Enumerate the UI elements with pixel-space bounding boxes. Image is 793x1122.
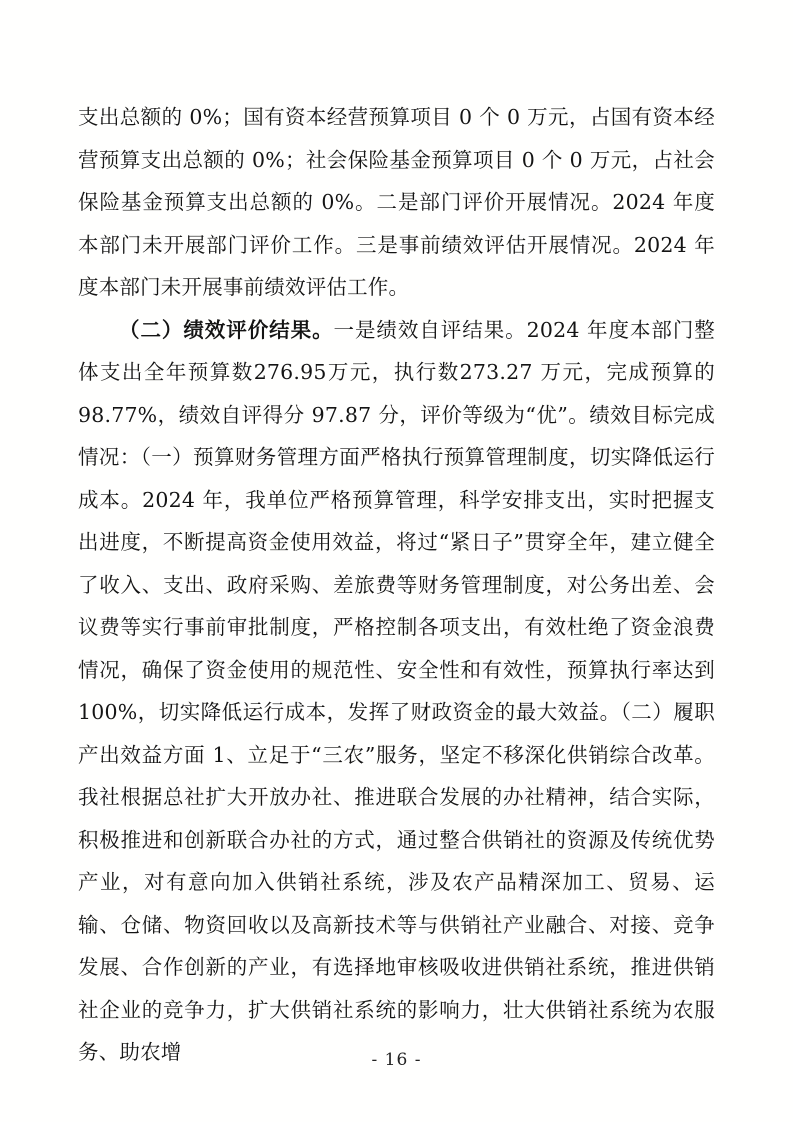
paragraph-1: 支出总额的 0%；国有资本经营预算项目 0 个 0 万元，占国有资本经营预算支出总额的 0%；社会保险基金预算项目 0 个 0 万元，占社会保险基金预算支出总额的 0%。二是部门评价开展情况。2024 年度本部门未开展部门评价工作。三是事前绩效评估开展情况。2024 年度本部门未开展事前绩效评估工作。 bbox=[78, 105, 715, 299]
page-number: - 16 - bbox=[371, 1050, 422, 1070]
paragraph-2-text: 一是绩效自评结果。2024 年度本部门整体支出全年预算数276.95万元，执行数273.27 万元，完成预算的98.77%，绩效自评得分 97.87 分，评价等级为“优”。绩效目标完成情况：（一）预算财务管理方面严格执行预算管理制度，切实降低运行成本。2024 年，我单位严格预算管理，科学安排支出，实时把握支出进度，不断提高资金使用效益，将过“紧日子”贯穿全年，建立健全了收入、支出、政府采购、差旅费等财务管理制度，对公务出差、会议费等实行事前审批制度，严格控制各项支出，有效杜绝了资金浪费情况，确保了资金使用的规范性、安全性和有效性，预算执行率达到 100%，切实降低运行成本，发挥了财政资金的最大效益。（二）履职产出效益方面 1、立足于“三农”服务，坚定不移深化供销综合改革。我社根据总社扩大开放办社、推进联合发展的办社精神，结合实际，积极推进和创新联合办社的方式，通过整合供销社的资源及传统优势产业，对有意向加入供销社系统，涉及农产品精深加工、贸易、运输、仓储、物资回收以及高新技术等与供销社产业融合、对接、竞争发展、合作创新的产业，有选择地审核吸收进供销社系统，推进供销社企业的竞争力，扩大供销社系统的影响力，壮大供销社系统为农服务、助农增 bbox=[78, 317, 716, 1064]
paragraph-2 bbox=[78, 309, 715, 1074]
document-body bbox=[78, 96, 715, 1074]
paragraph-2-heading: （二）绩效评价结果。 bbox=[119, 317, 334, 342]
